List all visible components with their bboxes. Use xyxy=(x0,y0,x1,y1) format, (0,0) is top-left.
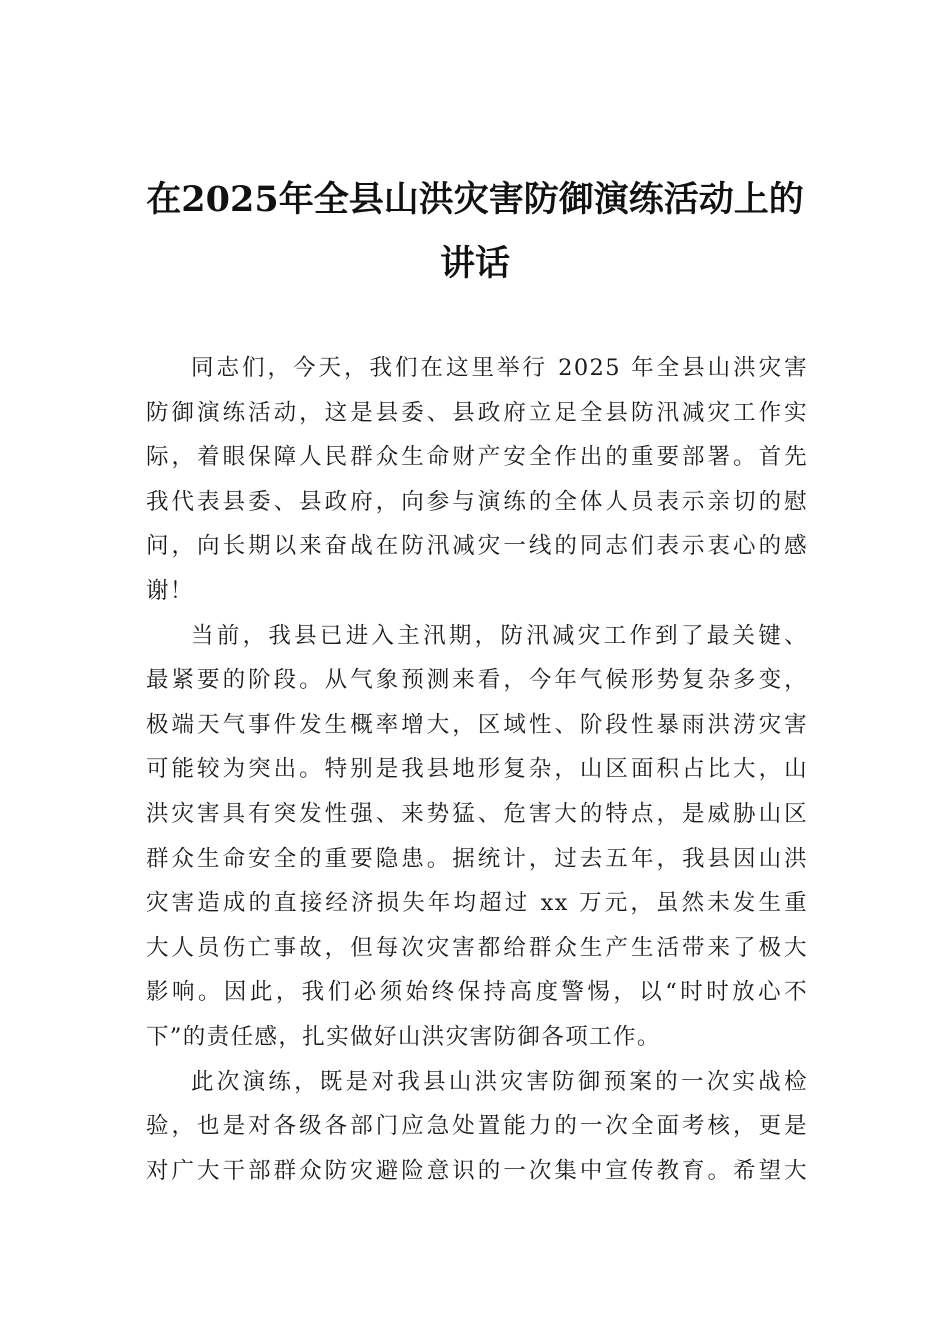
paragraph-situation xyxy=(146,614,808,1060)
title-line-1: 在2025年全县山洪灾害防御演练活动上的 xyxy=(146,179,804,220)
text-line: 我代表县委、县政府，向参与演练的全体人员表示亲切的慰 xyxy=(146,488,808,515)
document-title xyxy=(135,168,815,296)
text-line: 同志们，今天，我们在这里举行 2025 年全县山洪灾害 xyxy=(191,355,808,381)
text-line: 际，着眼保障人民群众生命财产安全作出的重要部署。首先 xyxy=(146,444,808,471)
paragraph-greeting xyxy=(146,346,808,614)
text-line: 防御演练活动，这是县委、县政府立足全县防汛减灾工作实 xyxy=(146,399,808,426)
text-line: 下”的责任感，扎实做好山洪灾害防御各项工作。 xyxy=(146,1023,661,1050)
text-line: 灾害造成的直接经济损失年均超过 xx 万元，虽然未发生重 xyxy=(146,890,808,917)
text-line: 洪灾害具有突发性强、来势猛、危害大的特点，是威胁山区 xyxy=(146,800,808,827)
text-line: 对广大干部群众防灾避险意识的一次集中宣传教育。希望大 xyxy=(146,1157,808,1184)
text-line: 当前，我县已进入主汛期，防汛减灾工作到了最关键、 xyxy=(191,622,808,649)
text-line: 群众生命安全的重要隐患。据统计，过去五年，我县因山洪 xyxy=(146,845,808,872)
text-line: 可能较为突出。特别是我县地形复杂，山区面积占比大，山 xyxy=(146,756,808,783)
document-body xyxy=(146,346,808,1193)
text-line: 大人员伤亡事故，但每次灾害都给群众生产生活带来了极大 xyxy=(146,934,808,961)
text-line: 最紧要的阶段。从气象预测来看，今年气候形势复杂多变， xyxy=(146,667,808,694)
title-line-2: 讲话 xyxy=(439,243,510,284)
text-line: 谢！ xyxy=(146,577,194,604)
text-line: 问，向长期以来奋战在防汛减灾一线的同志们表示衷心的感 xyxy=(146,533,808,560)
text-line: 极端天气事件发生概率增大，区域性、阶段性暴雨洪涝灾害 xyxy=(146,711,808,738)
text-line: 验，也是对各级各部门应急处置能力的一次全面考核，更是 xyxy=(146,1113,808,1140)
paragraph-drill-purpose xyxy=(146,1060,808,1194)
text-line: 影响。因此，我们必须始终保持高度警惕，以“时时放心不 xyxy=(146,979,808,1006)
text-line: 此次演练，既是对我县山洪灾害防御预案的一次实战检 xyxy=(191,1068,808,1095)
